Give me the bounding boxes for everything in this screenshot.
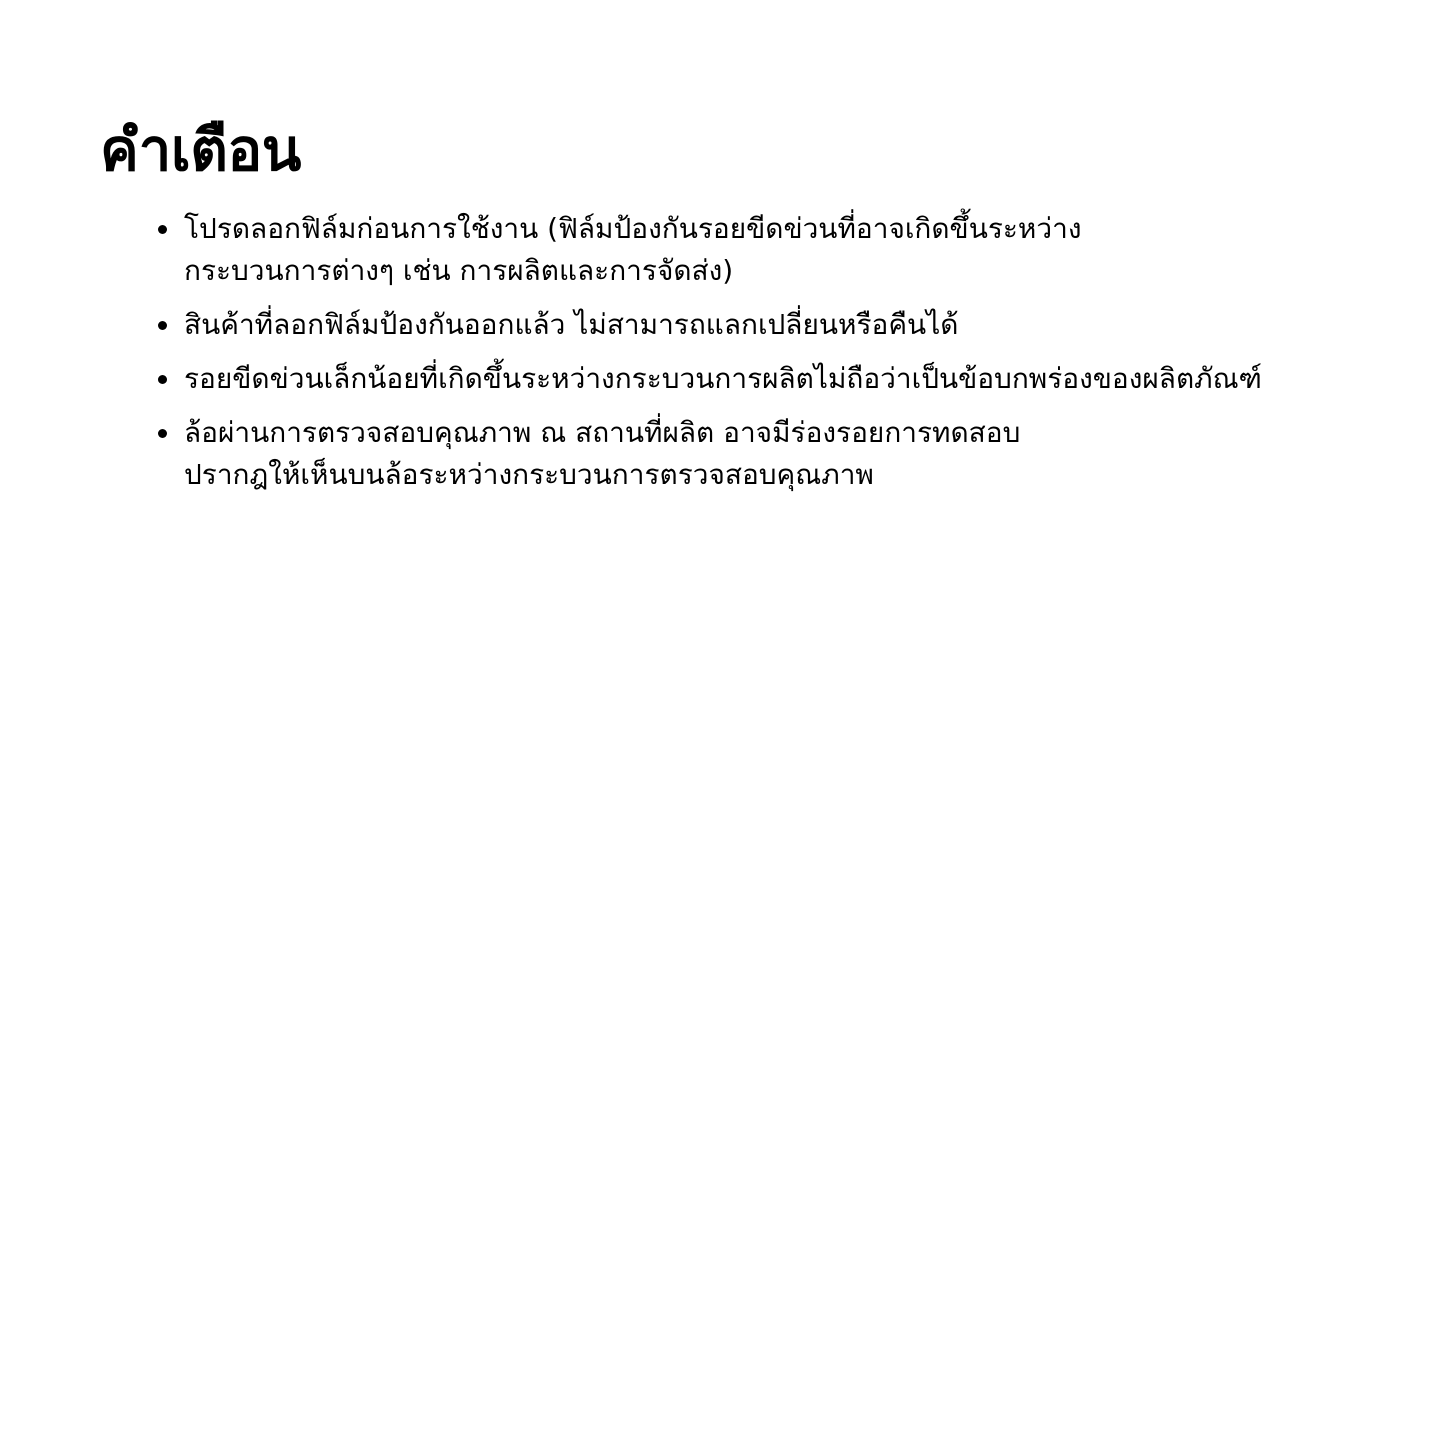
list-item <box>158 358 1400 400</box>
bullet-icon <box>158 375 167 384</box>
warning-section <box>100 110 1400 508</box>
list-item <box>158 304 1400 346</box>
list-item <box>158 412 1400 496</box>
item-text-line: กระบวนการต่างๆ เช่น การผลิตและการจัดส่ง) <box>184 254 734 287</box>
bullet-icon <box>158 321 167 330</box>
list-item <box>158 208 1400 292</box>
bullet-icon <box>158 225 167 234</box>
page-title: คำเตือน <box>100 116 301 184</box>
item-text-line: ปรากฎให้เห็นบนล้อระหว่างกระบวนการตรวจสอบคุณภาพ <box>184 458 874 491</box>
item-text-line: ล้อผ่านการตรวจสอบคุณภาพ ณ สถานที่ผลิต อาจมีร่องรอยการทดสอบ <box>184 416 1021 449</box>
item-text-line: สินค้าที่ลอกฟิล์มป้องกันออกแล้ว ไม่สามารถแลกเปลี่ยนหรือคืนได้ <box>184 308 959 341</box>
item-text-line: รอยขีดข่วนเล็กน้อยที่เกิดขึ้นระหว่างกระบวนการผลิตไม่ถือว่าเป็นข้อบกพร่องของผลิตภัณฑ์ <box>184 362 1262 395</box>
bullet-icon <box>158 429 167 438</box>
warning-list <box>100 208 1400 496</box>
item-text-line: โปรดลอกฟิล์มก่อนการใช้งาน (ฟิล์มป้องกันรอยขีดข่วนที่อาจเกิดขึ้นระหว่าง <box>184 212 1082 245</box>
